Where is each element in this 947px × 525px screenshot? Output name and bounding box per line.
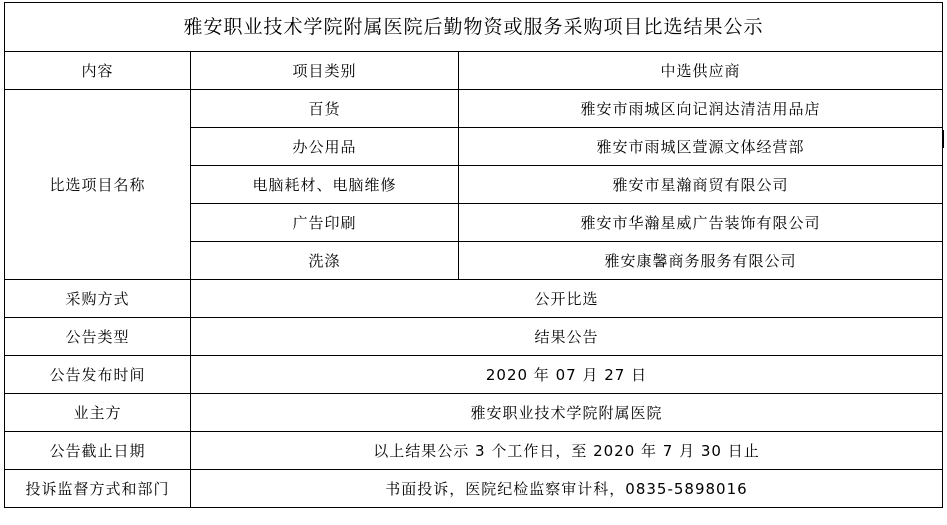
item-supplier: 雅安市华瀚星威广告装饰有限公司 <box>459 204 943 242</box>
detail-label: 采购方式 <box>5 280 191 318</box>
detail-label: 业主方 <box>5 394 191 432</box>
detail-value: 以上结果公示 3 个工作日，至 2020 年 7 月 30 日止 <box>191 432 943 470</box>
notice-title: 雅安职业技术学院附属医院后勤物资或服务采购项目比选结果公示 <box>5 3 943 52</box>
detail-value: 公开比选 <box>191 280 943 318</box>
item-category: 办公用品 <box>191 128 459 166</box>
item-category: 百货 <box>191 90 459 128</box>
detail-value: 书面投诉，医院纪检监察审计科，0835-5898016 <box>191 470 943 508</box>
item-supplier: 雅安市雨城区萱源文体经营部 <box>459 128 943 166</box>
item-category: 电脑耗材、电脑维修 <box>191 166 459 204</box>
item-category: 广告印刷 <box>191 204 459 242</box>
detail-row-deadline <box>5 432 943 470</box>
item-supplier: 雅安市雨城区向记润达清洁用品店 <box>459 90 943 128</box>
detail-value: 2020 年 07 月 27 日 <box>191 356 943 394</box>
title-row <box>5 3 943 52</box>
project-name-label: 比选项目名称 <box>5 90 191 280</box>
header-supplier: 中选供应商 <box>459 52 943 90</box>
item-row <box>5 90 943 128</box>
header-row <box>5 52 943 90</box>
detail-label: 投诉监督方式和部门 <box>5 470 191 508</box>
detail-row-owner <box>5 394 943 432</box>
header-category: 项目类别 <box>191 52 459 90</box>
detail-row-type <box>5 318 943 356</box>
header-content: 内容 <box>5 52 191 90</box>
detail-label: 公告类型 <box>5 318 191 356</box>
text-cursor-mark <box>943 130 944 148</box>
detail-row-method <box>5 280 943 318</box>
detail-label: 公告发布时间 <box>5 356 191 394</box>
detail-value: 雅安职业技术学院附属医院 <box>191 394 943 432</box>
item-supplier: 雅安康馨商务服务有限公司 <box>459 242 943 280</box>
detail-label: 公告截止日期 <box>5 432 191 470</box>
procurement-result-table <box>4 2 943 508</box>
item-supplier: 雅安市星瀚商贸有限公司 <box>459 166 943 204</box>
detail-row-publish-date <box>5 356 943 394</box>
item-category: 洗涤 <box>191 242 459 280</box>
detail-value: 结果公告 <box>191 318 943 356</box>
detail-row-complaint <box>5 470 943 508</box>
